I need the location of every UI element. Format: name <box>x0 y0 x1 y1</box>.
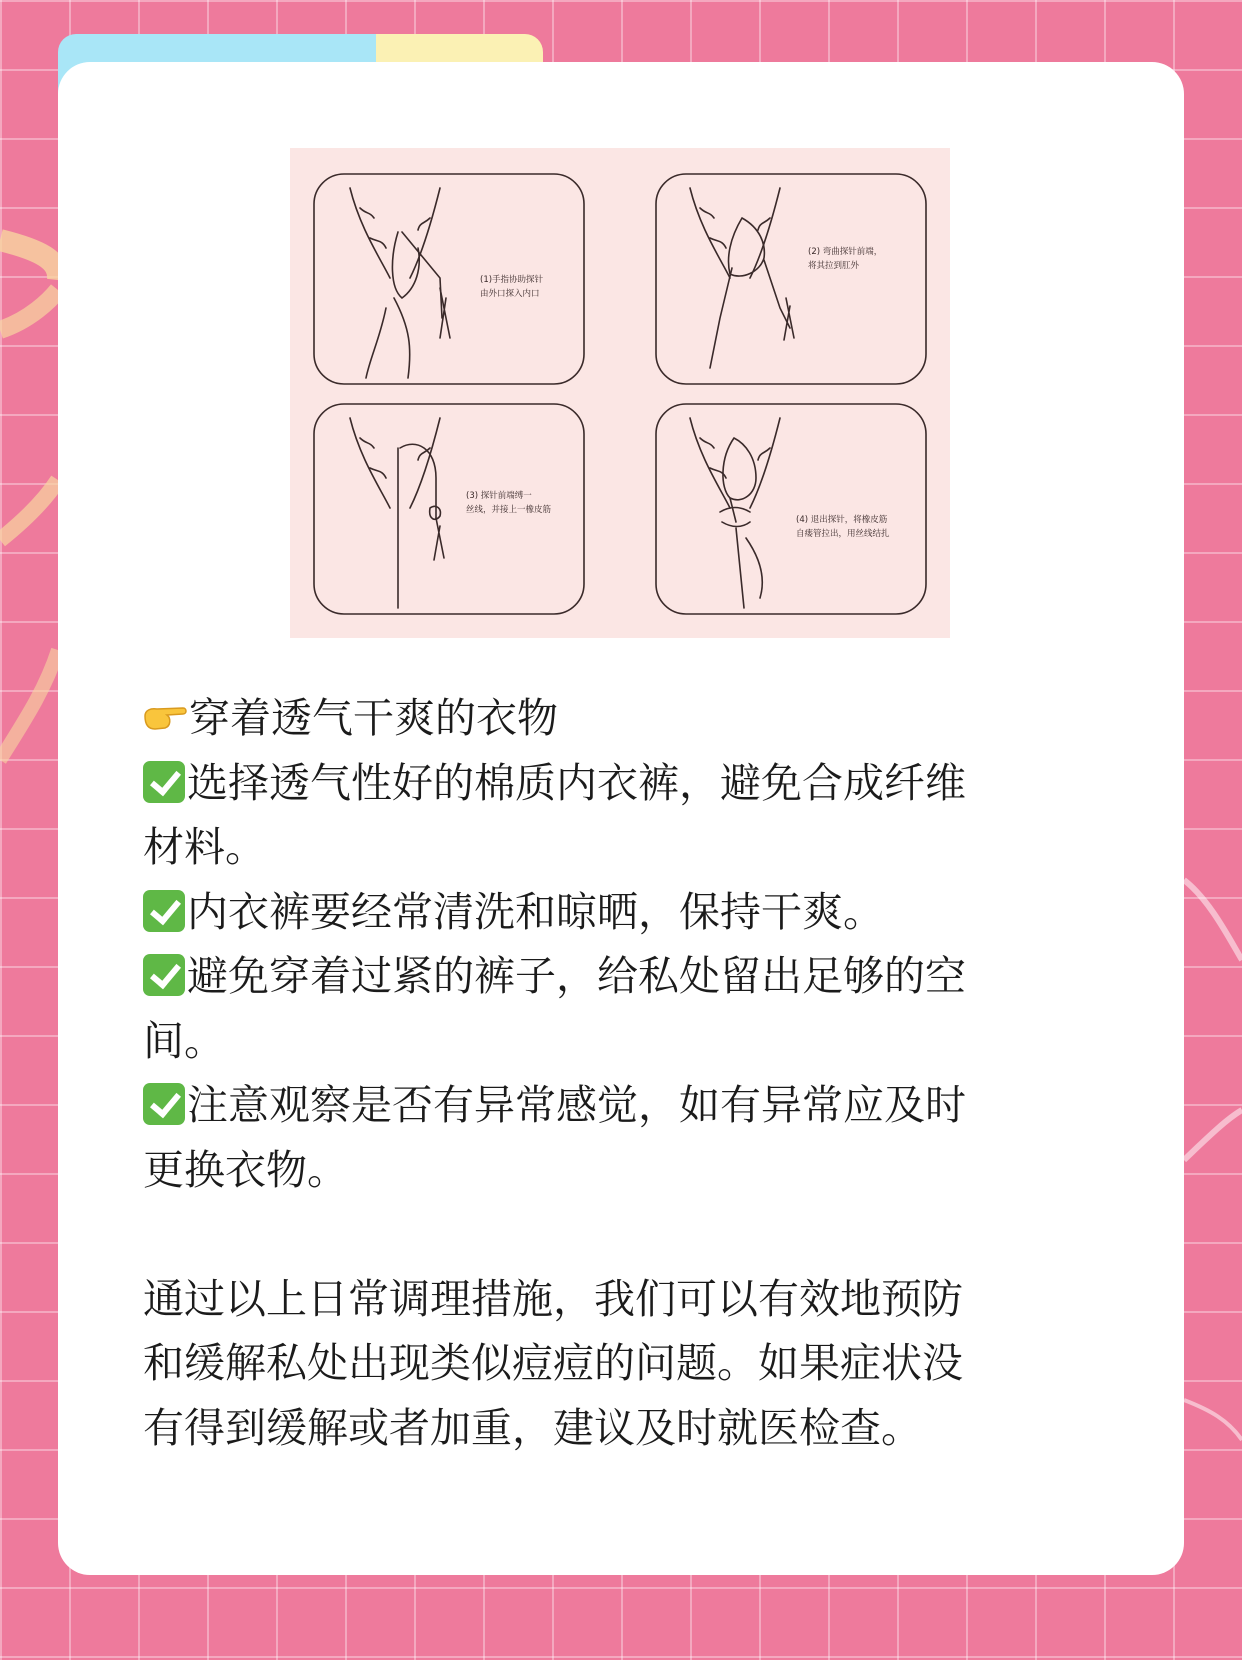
section-heading: 穿着透气干爽的衣物 <box>189 694 558 742</box>
check-mark-icon <box>143 890 185 932</box>
summary-line-2: 和缓解私处出现类似痘痘的问题。如果症状没 <box>143 1339 963 1387</box>
panel-1-caption-line2: 由外口探入内口 <box>480 289 540 299</box>
check-item-3-text: 避免穿着过紧的裤子，给私处留出足够的空 <box>187 952 966 1000</box>
panel-4-caption-line1: (4) 退出探针，将橡皮筋 <box>796 515 888 525</box>
panel-3-caption-line2: 丝线，并接上一橡皮筋 <box>466 505 552 515</box>
check-mark-icon <box>143 1083 185 1125</box>
section-heading-line <box>143 686 1093 751</box>
panel-2-caption-line1: (2) 弯曲探针前端， <box>808 247 883 257</box>
panel-2-caption-line2: 将其拉到肛外 <box>808 261 860 271</box>
panel-3-caption-line1: (3) 探针前端缚一 <box>466 491 532 501</box>
check-item-4-line2: 更换衣物。 <box>143 1145 348 1194</box>
summary-line-1: 通过以上日常调理措施，我们可以有效地预防 <box>143 1274 963 1323</box>
procedure-illustration-svg <box>290 148 950 638</box>
panel-1-caption-line1: (1)手指协助探针 <box>480 275 544 285</box>
check-item-4-text: 注意观察是否有异常感觉，如有异常应及时 <box>187 1081 966 1129</box>
check-item-3-line1 <box>143 944 1093 1009</box>
check-item-1-line1 <box>143 751 1093 816</box>
summary-line-3: 有得到缓解或者加重，建议及时就医检查。 <box>143 1403 922 1452</box>
check-mark-icon <box>143 761 185 803</box>
check-item-1-line2: 材料。 <box>143 823 266 871</box>
check-item-3-line2: 间。 <box>143 1016 225 1065</box>
pointing-hand-icon <box>143 696 187 738</box>
check-item-4-line1 <box>143 1073 1093 1138</box>
procedure-illustration <box>290 148 950 638</box>
panel-4-frame <box>656 404 926 614</box>
check-item-2-text: 内衣裤要经常清洗和晾晒，保持干爽。 <box>187 887 884 936</box>
paragraph-spacer <box>143 1202 1093 1267</box>
check-item-1-text: 选择透气性好的棉质内衣裤，避免合成纤维 <box>187 758 966 807</box>
check-mark-icon <box>143 954 185 996</box>
panel-2-frame <box>656 174 926 384</box>
panel-4-caption-line2: 自瘘管拉出，用丝线结扎 <box>796 529 890 539</box>
check-item-2-line1 <box>143 880 1093 945</box>
article-text <box>143 686 1093 1460</box>
